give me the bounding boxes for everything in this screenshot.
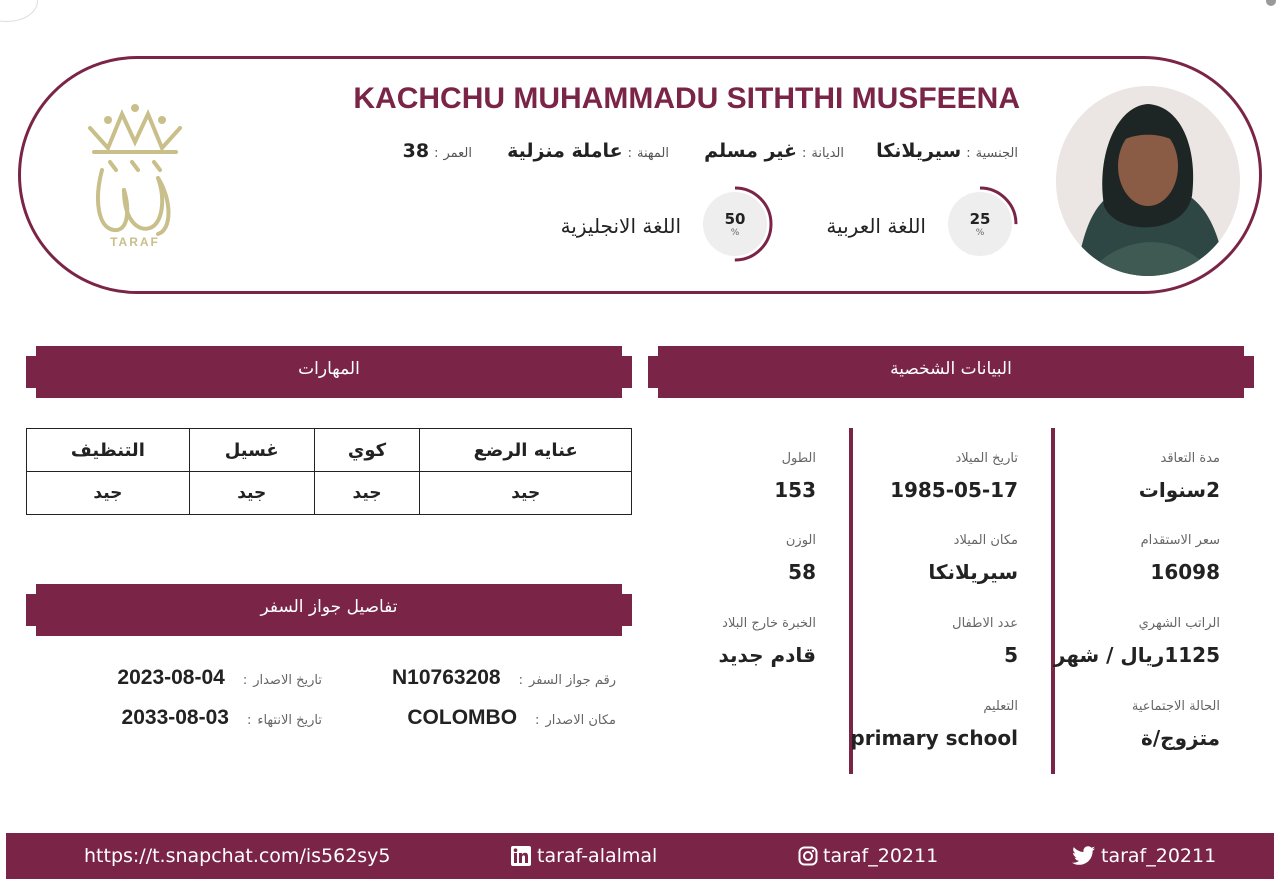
twitter-handle[interactable]: taraf_20211 (1101, 845, 1217, 867)
passport-number-value: N10763208 (392, 666, 501, 689)
nationality-label: الجنسية (975, 146, 1018, 161)
field-value: 1125ريال / شهر (1053, 643, 1220, 667)
passport-number-field (392, 666, 616, 690)
arabic-percent: 25 (969, 210, 991, 228)
field-value: 153 (774, 478, 816, 502)
profession-field (507, 140, 669, 162)
skill-rating: جيد (189, 472, 314, 515)
skill-header: عنايه الرضع (420, 429, 632, 472)
separator: : (627, 146, 633, 161)
english-percent: 50 (724, 210, 746, 228)
expiry-date-value: 2033-08-03 (121, 706, 229, 729)
skill-header: التنظيف (27, 429, 190, 472)
religion-value: غير مسلم (704, 140, 798, 162)
table-header-row (27, 429, 632, 472)
twitter-link[interactable] (1072, 845, 1216, 867)
field-label: سعر الاستقدام (1140, 533, 1220, 548)
religion-field (704, 140, 844, 162)
corner-decoration (0, 0, 38, 22)
arabic-language-label: اللغة العربية (826, 214, 926, 238)
linkedin-link[interactable] (510, 845, 657, 867)
expiry-date-field (122, 706, 322, 730)
issue-date-value: 2023-08-04 (117, 666, 225, 689)
separator: : (535, 713, 540, 728)
passport-header (26, 584, 632, 636)
crown-logo (80, 100, 190, 250)
education-field (850, 699, 1018, 750)
field-label: تاريخ الميلاد (955, 451, 1018, 466)
snapchat-url[interactable]: https://t.snapchat.com/is562sy5 (84, 845, 391, 867)
field-label: مكان الميلاد (953, 533, 1018, 548)
worker-name: KACHCHU MUHAMMADU SITHTHI MUSFEENA (353, 82, 1020, 115)
nationality-field (876, 140, 1018, 162)
field-value: متزوج/ة (1141, 726, 1220, 750)
contract-duration-field (1139, 451, 1220, 502)
birth-date-field (890, 451, 1018, 502)
field-value: 5 (1004, 643, 1018, 667)
footer-bar (6, 833, 1274, 879)
field-value: 58 (788, 560, 816, 584)
profession-value: عاملة منزلية (507, 140, 623, 162)
age-label: العمر (443, 146, 472, 161)
separator: : (246, 713, 252, 728)
religion-label: الديانة (811, 146, 844, 161)
field-value: 16098 (1150, 560, 1220, 584)
field-value: سيريلانكا (928, 560, 1018, 584)
recruitment-price-field (1141, 533, 1220, 584)
english-language-label: اللغة الانجليزية (560, 214, 681, 238)
field-label: مدة التعاقد (1160, 451, 1220, 466)
skills-table (26, 428, 632, 515)
age-field (403, 140, 472, 162)
skills-header (26, 346, 632, 398)
issue-place-field (407, 706, 616, 730)
skill-header: كوي (314, 429, 420, 472)
table-row (27, 472, 632, 515)
issue-date-field (117, 666, 322, 690)
snapchat-link[interactable] (84, 845, 391, 867)
instagram-link[interactable] (798, 845, 938, 867)
linkedin-handle[interactable]: taraf-alalmal (537, 845, 658, 867)
issue-place-label: مكان الاصدار (545, 713, 616, 728)
field-value: 2سنوات (1138, 478, 1220, 502)
skill-rating: جيد (314, 472, 420, 515)
separator: : (518, 673, 524, 688)
skills-title: المهارات (298, 359, 360, 379)
profile-photo (1056, 86, 1240, 276)
arabic-level-gauge (942, 186, 1018, 262)
personal-data-title: البيانات الشخصية (890, 359, 1012, 379)
field-label: الوزن (785, 533, 816, 548)
profession-label: المهنة (637, 146, 669, 161)
expiry-date-label: تاريخ الانتهاء (257, 713, 322, 728)
field-label: عدد الاطفال (952, 616, 1018, 631)
field-label: التعليم (983, 699, 1018, 714)
field-label: الحالة الاجتماعية (1131, 699, 1220, 714)
skill-rating: جيد (27, 472, 190, 515)
passport-title: تفاصيل جواز السفر (260, 597, 398, 617)
logo-text: TARAF (110, 235, 160, 249)
age-value: 38 (402, 140, 430, 162)
birth-place-field (928, 533, 1018, 584)
separator: : (242, 673, 248, 688)
passport-number-label: رقم جواز السفر (529, 673, 616, 688)
nationality-value: سيريلانكا (876, 140, 962, 162)
skill-rating: جيد (420, 472, 632, 515)
field-value: primary school (850, 726, 1018, 750)
linkedin-icon (510, 845, 532, 867)
skill-header: غسيل (189, 429, 314, 472)
percent-sign: % (730, 228, 740, 238)
separator: : (966, 146, 971, 161)
english-level-gauge (697, 186, 773, 262)
weight-field (786, 533, 816, 584)
field-label: الخبرة خارج البلاد (722, 616, 816, 631)
twitter-icon (1072, 846, 1096, 866)
instagram-handle[interactable]: taraf_20211 (823, 845, 939, 867)
separator: : (434, 146, 439, 161)
percent-sign: % (975, 228, 985, 238)
scroll-indicator (1266, 0, 1276, 6)
field-value: قادم جديد (718, 643, 816, 667)
marital-status-field (1132, 699, 1220, 750)
monthly-salary-field (1054, 616, 1220, 667)
children-field (952, 616, 1018, 667)
field-label: الطول (781, 451, 816, 466)
experience-abroad-field (718, 616, 816, 667)
issue-place-value: COLOMBO (407, 706, 518, 729)
field-value: 1985-05-17 (890, 478, 1018, 502)
personal-data-header (648, 346, 1254, 398)
column-divider (1051, 428, 1055, 774)
issue-date-label: تاريخ الاصدار (253, 673, 322, 688)
field-label: الراتب الشهري (1138, 616, 1220, 631)
height-field (774, 451, 816, 502)
instagram-icon (798, 846, 818, 866)
separator: : (802, 146, 807, 161)
